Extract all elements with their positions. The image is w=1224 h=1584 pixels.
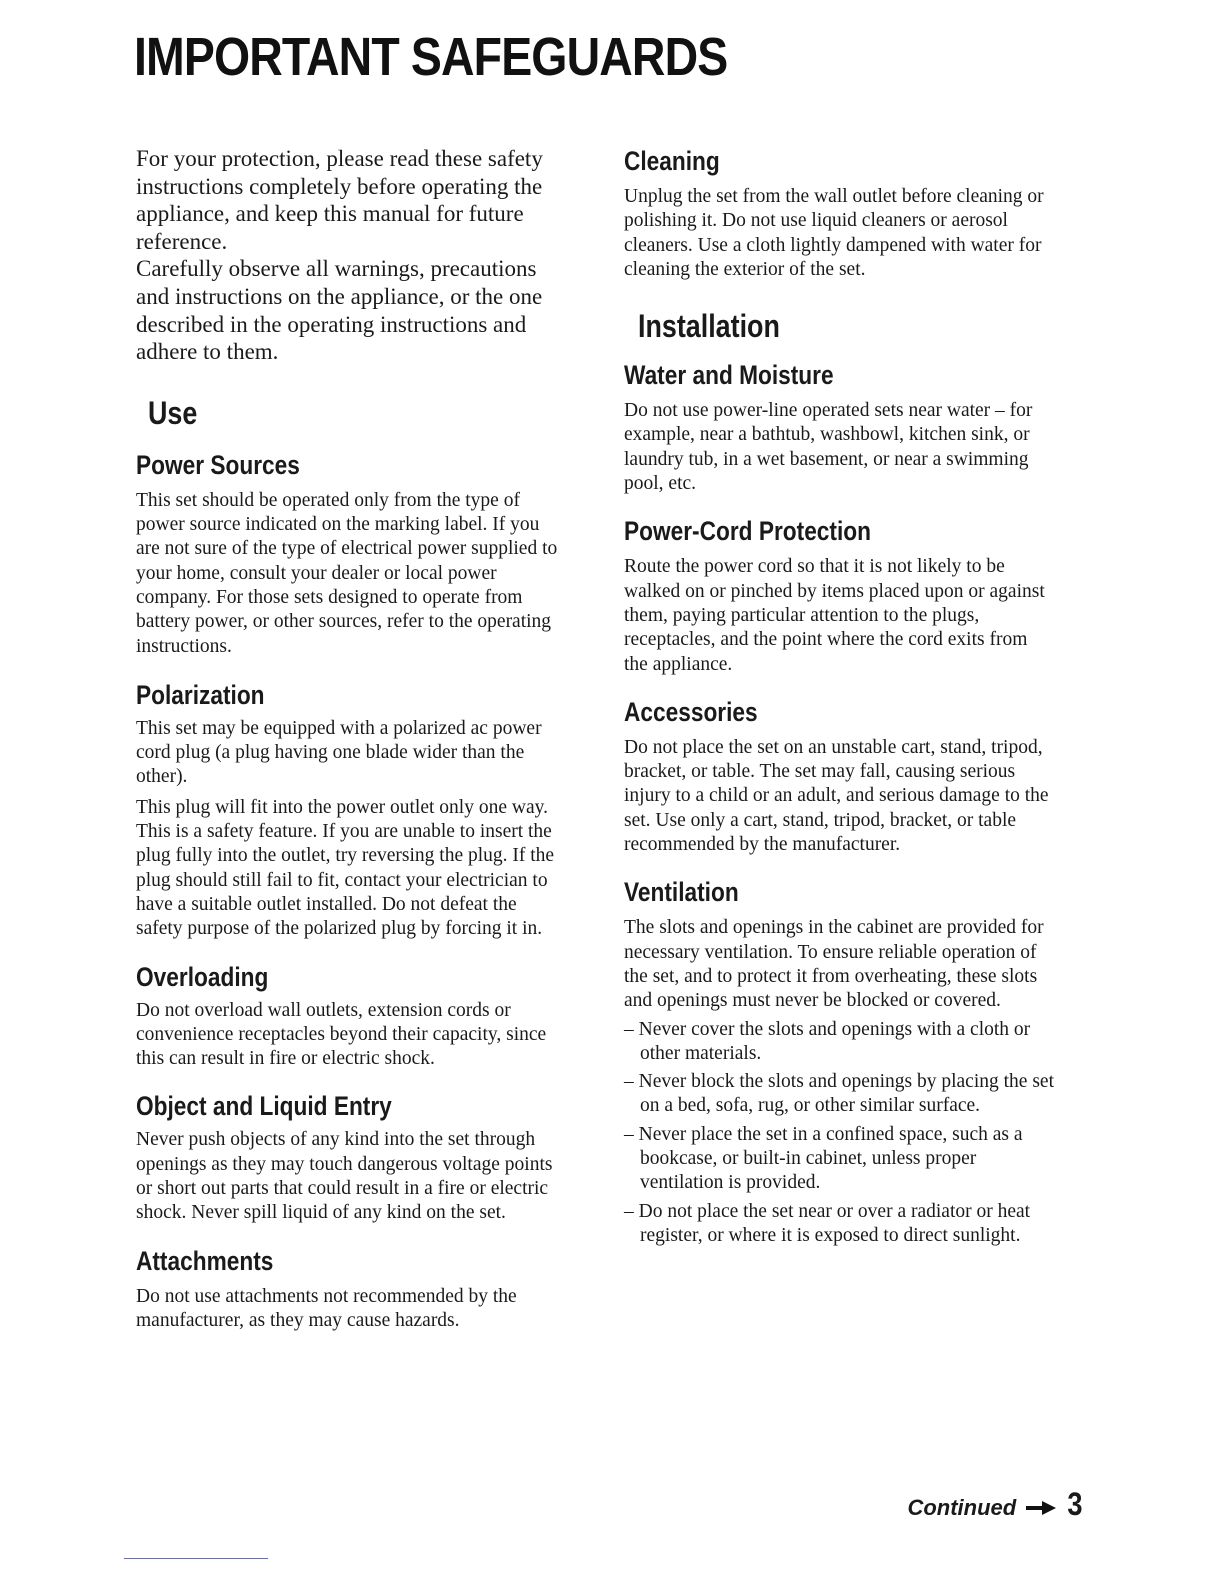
- heading-ventilation: Ventilation: [624, 877, 739, 908]
- text-attachments: Do not use attachments not recommended by the manufacturer, as they may cause hazards.: [136, 1285, 517, 1331]
- text-cleaning: Unplug the set from the wall outlet before cleaning or polishing it. Do not use liquid cleaners or aerosol cleaners. Use a cloth lightly dampened with water for cleaning the exterior of the set.: [624, 186, 1044, 280]
- page-footer: [907, 1486, 1084, 1523]
- text-accessories: Do not place the set on an unstable cart, stand, tripod, bracket, or table. The set may fall, causing serious injury to a child or an adult, and serious damage to the set. Use only a cart, stand, tripod, bracket, or table recommended by the manufacturer.: [624, 736, 1049, 856]
- left-column: [136, 145, 568, 1333]
- ventilation-bullet-list: [624, 1018, 1056, 1249]
- arrow-right-icon: [1026, 1501, 1056, 1515]
- footer-rule: [124, 1558, 268, 1559]
- text-polarization-2: This plug will fit into the power outlet only one way. This is a safety feature. If you are unable to insert the plug fully into the outlet, try reversing the plug. If the plug should still fail to fit, contact your electrician to have a suitable outlet installed. Do not defeat the safety purpose of the polarized plug by forcing it in.: [136, 796, 555, 940]
- intro-paragraph-2: Carefully observe all warnings, precautions and instructions on the appliance, or the one described in the operating instructions and adhere to them.: [136, 256, 543, 365]
- page-number: 3: [1067, 1486, 1083, 1522]
- text-ventilation: The slots and openings in the cabinet are provided for necessary ventilation. To ensure reliable operation of the set, and to protect it from overheating, these slots and openings must never be blocked or covered.: [624, 917, 1044, 1012]
- text-water-moisture: Do not use power-line operated sets near water – for example, near a bathtub, washbowl, kitchen sink, or laundry tub, in a wet basement, or near a swimming pool, etc.: [624, 400, 1033, 495]
- right-column: [624, 145, 1056, 1248]
- text-power-cord-protection: Route the power cord so that it is not likely to be walked on or pinched by items placed upon or against them, paying particular attention to the plugs, receptacles, and the point where the cord exits from the appliance.: [624, 556, 1045, 675]
- text-object-liquid-entry: Never push objects of any kind into the set through openings as they may touch dangerous voltage points or short out parts that could result in a fire or electric shock. Never spill liquid of any kind on the set.: [136, 1129, 553, 1224]
- heading-water-moisture: Water and Moisture: [624, 360, 834, 391]
- section-heading-use: Use: [148, 394, 198, 431]
- section-heading-installation: Installation: [638, 308, 780, 345]
- continued-label: Continued: [907, 1495, 1017, 1520]
- heading-attachments: Attachments: [136, 1245, 274, 1276]
- heading-power-cord-protection: Power-Cord Protection: [624, 516, 871, 547]
- list-item: – Never place the set in a confined space, such as a bookcase, or built-in cabinet, unless proper ventilation is provided.: [624, 1123, 1023, 1194]
- heading-power-sources: Power Sources: [136, 449, 300, 480]
- intro-paragraph: For your protection, please read these safety instructions completely before operating the appliance, and keep this manual for future reference.: [136, 146, 543, 254]
- heading-accessories: Accessories: [624, 696, 758, 727]
- list-item: – Do not place the set near or over a radiator or heat register, or where it is exposed to direct sunlight.: [624, 1200, 1031, 1246]
- text-polarization-1: This set may be equipped with a polarized ac power cord plug (a plug having one blade wider than the other).: [136, 717, 542, 788]
- list-item: – Never block the slots and openings by placing the set on a bed, sofa, rug, or other similar surface.: [624, 1071, 1054, 1117]
- heading-cleaning: Cleaning: [624, 146, 720, 176]
- heading-polarization: Polarization: [136, 679, 265, 710]
- list-item: – Never cover the slots and openings with a cloth or other materials.: [624, 1018, 1031, 1064]
- text-overloading: Do not overload wall outlets, extension cords or convenience receptacles beyond their capacity, since this can result in fire or electric shock.: [136, 999, 547, 1070]
- heading-overloading: Overloading: [136, 961, 269, 992]
- text-power-sources: This set should be operated only from the type of power source indicated on the marking label. If you are not sure of the type of electrical power supplied to your home, consult your dealer or local power company. For those sets designed to operate from battery power, or other sources, refer to the operating instructions.: [136, 489, 558, 657]
- page-title: IMPORTANT SAFEGUARDS: [134, 27, 728, 87]
- heading-object-liquid-entry: Object and Liquid Entry: [136, 1091, 392, 1122]
